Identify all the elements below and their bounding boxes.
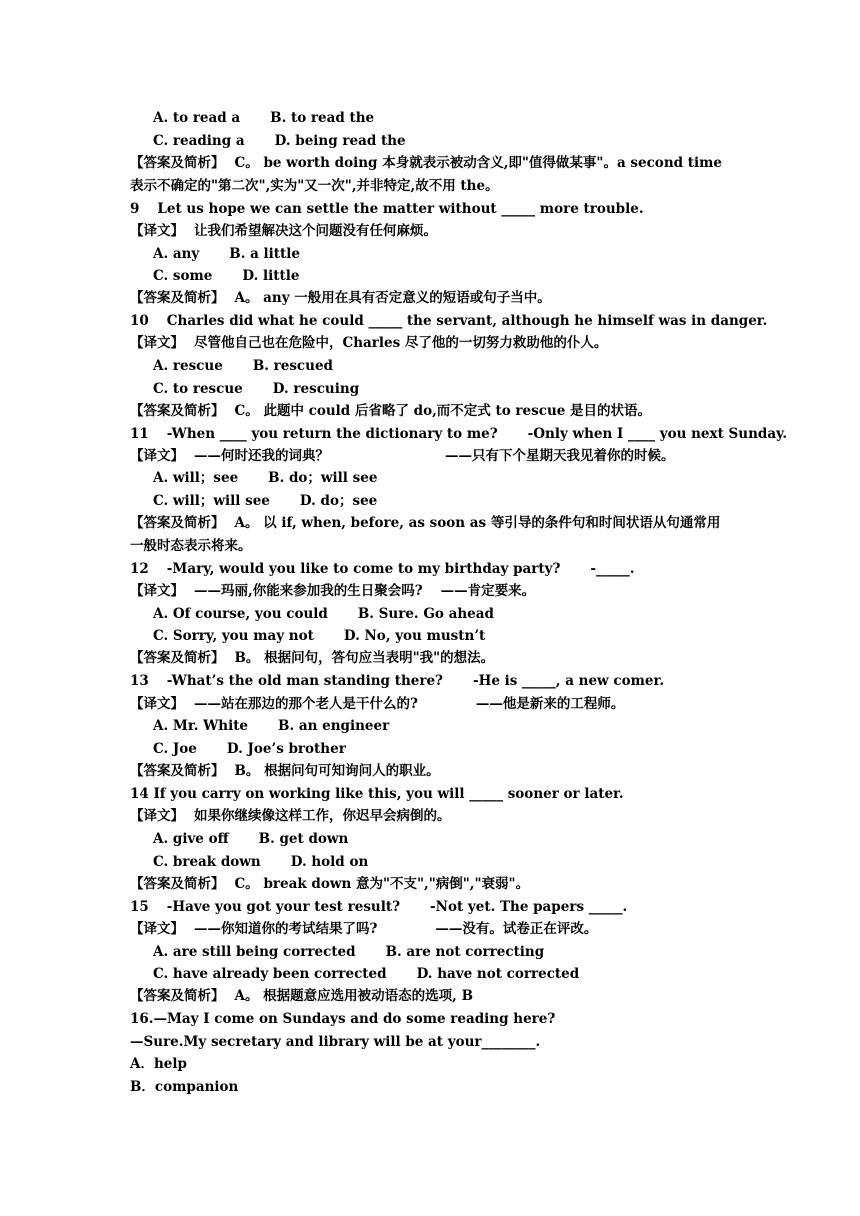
translation-line: 【译文】 让我们希望解决这个问题没有任何麻烦。 [130,223,437,239]
question-9 [130,199,644,219]
option-line: C. some D. little [153,268,300,284]
option-line: A. will；see B. do；will see [153,470,378,486]
question-16: 16.—May I come on Sundays and do some reading here? [130,1011,556,1027]
option-d: D. being read the [274,133,406,149]
translation-line: 【译文】 尽管他自己也在危险中，Charles 尽了他的一切努力救助他的仆人。 [130,335,608,351]
answer-tag: 【答案及简析】 [130,155,225,171]
option-line: A. rescue B. rescued [153,358,333,374]
answer-line: 【答案及简析】 B。 根据问句可知询问人的职业。 [130,763,440,779]
question-text: Let us hope we can settle the matter without _____ more trouble. [157,201,644,217]
option-a: A．help [130,1056,187,1072]
translation-line: 【译文】 ——何时还我的词典？ ——只有下个星期天我见着你的时候。 [130,448,675,464]
option-line: C. have already been corrected D. have not corrected [153,966,580,982]
translation-tag: 【译文】 [130,223,184,239]
answer-line: 【答案及简析】 A。 以 if, when, before, as soon as 等引导的条件句和时间状语从句通常用 [130,515,721,531]
option-line: C. to rescue D. rescuing [153,381,360,397]
answer-line: 【答案及简析】 C。 break down 意为"不支","病倒","衰弱"。 [130,876,530,892]
answer-line: 【答案及简析】 A。 根据题意应选用被动语态的选项, B [130,988,473,1004]
question-16-reply: —Sure.My secretary and library will be at your________. [130,1034,541,1050]
option-line: A. Of course, you could B. Sure. Go ahead [153,606,494,622]
option-c: C. reading a [153,133,245,149]
option-line: A. give off B. get down [153,831,349,847]
option-line [153,108,374,128]
option-line: A. any B. a little [153,246,300,262]
question-12: 12 -Mary, would you like to come to my birthday party? -_____. [130,561,635,577]
option-line: C. will；will see D. do；see [153,493,378,509]
question-11: 11 -When ____ you return the dictionary to me? -Only when I ____ you next Sunday. [130,426,788,442]
translation-line: 【译文】 ——你知道你的考试结果了吗? ——没有。试卷正在评改。 [130,921,598,937]
answer-line: 【答案及简析】 B。 根据问句，答句应当表明"我"的想法。 [130,650,495,666]
question-10: 10 Charles did what he could _____ the servant, although he himself was in danger. [130,313,768,329]
question-14: 14 If you carry on working like this, you will _____ sooner or later. [130,786,624,802]
option-b: B. to read the [270,110,375,126]
answer-line: 【答案及简析】 C。 此题中 could 后省略了 do,而不定式 to rescue 是目的状语。 [130,403,652,419]
option-b: B．companion [130,1079,239,1095]
option-a: A. to read a [153,110,241,126]
question-13: 13 -What’s the old man standing there? -He is _____, a new comer. [130,673,665,689]
option-line: C. Sorry, you may not D. No, you mustn’t [153,628,486,644]
translation-line: 【译文】 如果你继续像这样工作，你迟早会病倒的。 [130,808,451,824]
option-line: A. Mr. White B. an engineer [153,718,390,734]
option-line: C. Joe D. Joe’s brother [153,741,346,757]
answer-line: 【答案及简析】 A。 any 一般用在具有否定意义的短语或句子当中。 [130,290,551,306]
answer-continuation: 一般时态表示将来。 [130,538,252,554]
option-line: C. break down D. hold on [153,854,369,870]
option-line: A. are still being corrected B. are not correcting [153,944,545,960]
translation-line: 【译文】 ——玛丽,你能来参加我的生日聚会吗? ——肯定要来。 [130,583,536,599]
answer-continuation: 表示不确定的"第二次",实为"又一次",并非特定,故不用 the。 [130,178,499,194]
question-number: 9 [130,201,140,217]
answer-line [130,153,722,173]
option-line [153,131,406,151]
answer-text: C。 be worth doing 本身就表示被动含义,即"值得做某事"。a second time [234,155,723,171]
translation-line: 【译文】 ——站在那边的那个老人是干什么的? ——他是新来的工程师。 [130,696,625,712]
question-15: 15 -Have you got your test result? -Not yet. The papers _____. [130,899,628,915]
